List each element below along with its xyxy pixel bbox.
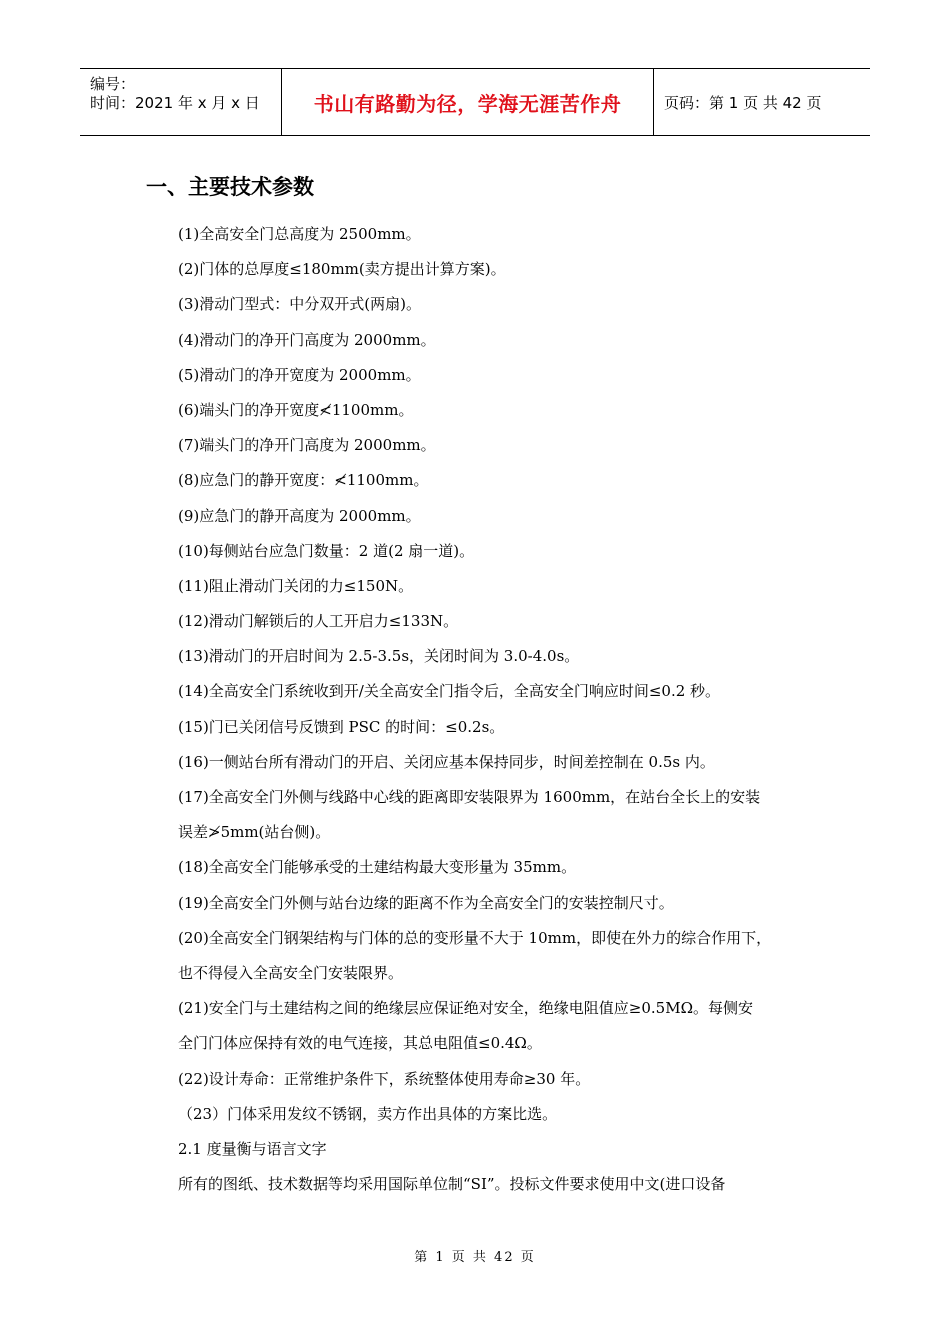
parameter-line: (5)滑动门的净开宽度为 2000mm。 [178, 365, 421, 384]
header-motto-cell [282, 69, 654, 135]
header-page-info: 页码：第 1 页 共 42 页 [664, 93, 822, 112]
serial-number-label: 编号： [90, 75, 136, 93]
parameter-line: (17)全高安全门外侧与线路中心线的距离即安装限界为 1600mm，在站台全长上的安装 [178, 788, 761, 806]
header-motto: 书山有路勤为径，学海无涯苦作舟 [313, 91, 622, 116]
parameter-line: (1)全高安全门总高度为 2500mm。 [178, 225, 421, 243]
parameter-line: (6)端头门的净开宽度≮1100mm。 [178, 400, 414, 419]
parameter-line: (9)应急门的静开高度为 2000mm。 [178, 506, 421, 525]
parameter-line: (3)滑动门型式：中分双开式(两扇)。 [178, 295, 421, 314]
document-date: 时间：2021 年 x 月 x 日 [90, 94, 260, 112]
section-title: 一、主要技术参数 [146, 175, 314, 199]
header-page-info-cell [654, 69, 870, 135]
parameter-line: (8)应急门的静开宽度：≮1100mm。 [178, 471, 429, 490]
parameter-line: (4)滑动门的净开门高度为 2000mm。 [178, 330, 436, 349]
page-header [80, 68, 870, 136]
parameter-line: 2.1 度量衡与语言文字 [178, 1139, 327, 1158]
parameter-line: (7)端头门的净开门高度为 2000mm。 [178, 436, 436, 455]
parameter-line: (19)全高安全门外侧与站台边缘的距离不作为全高安全门的安装控制尺寸。 [178, 893, 674, 912]
parameter-line: （23）门体采用发纹不锈钢，卖方作出具体的方案比选。 [178, 1104, 558, 1123]
parameter-line: (14)全高安全门系统收到开/关全高安全门指令后，全高安全门响应时间≤0.2 秒。 [178, 682, 721, 701]
parameter-line: (15)门已关闭信号反馈到 PSC 的时间：≤0.2s。 [178, 717, 505, 736]
parameter-line: 全门门体应保持有效的电气连接，其总电阻值≤0.4Ω。 [178, 1034, 542, 1053]
parameter-line: (10)每侧站台应急门数量：2 道(2 扇一道)。 [178, 541, 475, 560]
parameter-line: (22)设计寿命：正常维护条件下，系统整体使用寿命≥30 年。 [178, 1069, 591, 1088]
parameter-line: (2)门体的总厚度≤180mm(卖方提出计算方案)。 [178, 260, 506, 279]
parameter-line: (16)一侧站台所有滑动门的开启、关闭应基本保持同步，时间差控制在 0.5s 内。 [178, 752, 715, 771]
page-footer: 第 1 页 共 42 页 [414, 1250, 536, 1265]
parameter-line: (12)滑动门解锁后的人工开启力≤133N。 [178, 612, 459, 631]
parameter-line: (18)全高安全门能够承受的土建结构最大变形量为 35mm。 [178, 858, 577, 877]
parameter-list [178, 220, 818, 1205]
parameter-line: (11)阻止滑动门关闭的力≤150N。 [178, 576, 414, 595]
parameter-line: (21)安全门与土建结构之间的绝缘层应保证绝对安全，绝缘电阻值应≥0.5MΩ。每侧安 [178, 999, 754, 1018]
parameter-line: 所有的图纸、技术数据等均采用国际单位制“SI”。投标文件要求使用中文(进口设备 [178, 1175, 726, 1194]
parameter-line: (13)滑动门的开启时间为 2.5-3.5s，关闭时间为 3.0-4.0s。 [178, 647, 580, 666]
parameter-line: 也不得侵入全高安全门安装限界。 [178, 963, 404, 982]
parameter-line: (20)全高安全门钢架结构与门体的总的变形量不大于 10mm，即使在外力的综合作用下， [178, 928, 772, 947]
parameter-line: 误差≯5mm(站台侧)。 [178, 823, 331, 842]
header-meta [80, 69, 282, 135]
